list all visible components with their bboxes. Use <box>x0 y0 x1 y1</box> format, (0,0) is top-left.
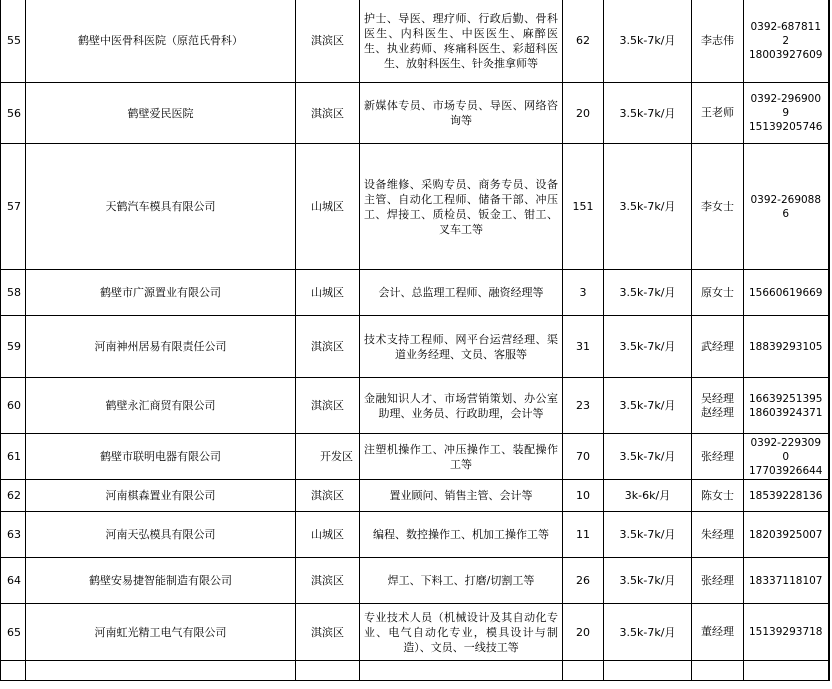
phone-number: 15139205746 <box>749 121 823 133</box>
positions-cell: 技术支持工程师、网平台运营经理、渠道业务经理、文员、客服等 <box>360 316 563 378</box>
phone-number: 15660619669 <box>749 286 823 299</box>
phone-number: 0392-2690886 <box>750 193 822 220</box>
contact-person: 董经理 <box>701 625 734 638</box>
contact-person: 李志伟 <box>701 33 734 47</box>
positions-cell: 会计、总监理工程师、融资经理等 <box>360 270 563 316</box>
salary-cell: 3.5k-7k/月 <box>604 270 692 316</box>
table-body <box>1 0 829 681</box>
contact-person-cell <box>692 558 744 604</box>
headcount-cell: 10 <box>563 480 604 512</box>
district-cell: 淇滨区 <box>296 0 360 83</box>
company-cell: 河南棋森置业有限公司 <box>26 480 296 512</box>
table-row <box>1 316 829 378</box>
phone-number: 0392-2293090 <box>750 436 822 463</box>
contact-person: 赵经理 <box>701 405 734 419</box>
contact-person-cell <box>692 604 744 661</box>
contact-person: 吴经理 <box>701 391 734 405</box>
salary-cell: 3.5k-7k/月 <box>604 558 692 604</box>
row-number-cell: 55 <box>1 0 26 83</box>
empty-cell <box>26 661 296 681</box>
salary-cell: 3.5k-7k/月 <box>604 316 692 378</box>
row-number-cell: 58 <box>1 270 26 316</box>
table-row <box>1 0 829 83</box>
headcount-cell: 20 <box>563 83 604 144</box>
empty-cell <box>1 661 26 681</box>
row-number-cell: 63 <box>1 512 26 558</box>
positions-cell: 设备维修、采购专员、商务专员、设备主管、自动化工程师、储备干部、冲压工、焊接工、质检员、钣金工、钳工、叉车工等 <box>360 144 563 270</box>
empty-cell <box>604 661 692 681</box>
headcount-cell: 20 <box>563 604 604 661</box>
headcount-cell: 70 <box>563 434 604 480</box>
district-cell: 开发区 <box>296 434 360 480</box>
phone-number: 18603924371 <box>749 406 823 419</box>
phone-number: 0392-2969009 <box>750 93 822 119</box>
district-cell: 淇滨区 <box>296 316 360 378</box>
company-cell: 河南神州居易有限责任公司 <box>26 316 296 378</box>
table-row <box>1 604 829 661</box>
row-number-cell: 62 <box>1 480 26 512</box>
headcount-cell: 11 <box>563 512 604 558</box>
salary-cell: 3.5k-7k/月 <box>604 144 692 270</box>
district-cell: 淇滨区 <box>296 604 360 661</box>
table-row <box>1 434 829 480</box>
row-number-cell: 56 <box>1 83 26 144</box>
contact-person-cell <box>692 378 744 434</box>
salary-cell: 3k-6k/月 <box>604 480 692 512</box>
contact-person: 陈女士 <box>701 488 734 502</box>
phone-cell <box>744 558 829 604</box>
empty-cell <box>296 661 360 681</box>
phone-cell <box>744 270 829 316</box>
phone-number: 16639251395 <box>749 392 823 405</box>
phone-number: 18203925007 <box>749 528 823 541</box>
contact-person: 原女士 <box>701 285 734 299</box>
phone-number: 18337118107 <box>749 574 823 587</box>
phone-number: 18003927609 <box>749 48 823 61</box>
district-cell: 淇滨区 <box>296 480 360 512</box>
district-cell: 山城区 <box>296 512 360 558</box>
company-cell: 鹤壁永汇商贸有限公司 <box>26 378 296 434</box>
table-row <box>1 144 829 270</box>
district-cell: 淇滨区 <box>296 83 360 144</box>
contact-person-cell <box>692 480 744 512</box>
phone-number: 15139293718 <box>749 626 823 638</box>
positions-cell: 编程、数控操作工、机加工操作工等 <box>360 512 563 558</box>
table-row <box>1 480 829 512</box>
contact-person-cell <box>692 270 744 316</box>
row-number-cell: 59 <box>1 316 26 378</box>
contact-person: 李女士 <box>701 199 734 213</box>
table-row <box>1 512 829 558</box>
phone-cell <box>744 83 829 144</box>
empty-cell <box>563 661 604 681</box>
contact-person-cell <box>692 83 744 144</box>
phone-cell <box>744 316 829 378</box>
phone-cell <box>744 378 829 434</box>
row-number-cell: 65 <box>1 604 26 661</box>
positions-cell: 注塑机操作工、冲压操作工、装配操作工等 <box>360 434 563 480</box>
company-cell: 天鹤汽车模具有限公司 <box>26 144 296 270</box>
headcount-cell: 23 <box>563 378 604 434</box>
phone-number: 17703926644 <box>749 464 823 477</box>
positions-cell: 护士、导医、理疗师、行政后勤、骨科医生、内科医生、中医医生、麻醉医生、执业药师、疼痛科医生、彩超科医生、放射科医生、针灸推拿师等 <box>360 0 563 83</box>
positions-cell: 焊工、下料工、打磨/切割工等 <box>360 558 563 604</box>
table-row <box>1 378 829 434</box>
positions-cell: 置业顾问、销售主管、会计等 <box>360 480 563 512</box>
phone-cell <box>744 144 829 270</box>
contact-person: 王老师 <box>701 106 734 119</box>
contact-person-cell <box>692 316 744 378</box>
headcount-cell: 62 <box>563 0 604 83</box>
contact-person-cell <box>692 434 744 480</box>
phone-cell <box>744 434 829 480</box>
headcount-cell: 26 <box>563 558 604 604</box>
contact-person: 朱经理 <box>701 527 734 541</box>
table-row-partial <box>1 661 829 681</box>
company-cell: 鹤壁安易捷智能制造有限公司 <box>26 558 296 604</box>
district-cell: 淇滨区 <box>296 378 360 434</box>
table-row <box>1 558 829 604</box>
salary-cell: 3.5k-7k/月 <box>604 434 692 480</box>
company-cell: 河南天弘模具有限公司 <box>26 512 296 558</box>
row-number-cell: 60 <box>1 378 26 434</box>
salary-cell: 3.5k-7k/月 <box>604 83 692 144</box>
row-number-cell: 57 <box>1 144 26 270</box>
phone-cell <box>744 0 829 83</box>
phone-number: 18539228136 <box>749 489 823 502</box>
contact-person: 张经理 <box>701 573 734 587</box>
headcount-cell: 31 <box>563 316 604 378</box>
company-cell: 鹤壁市广源置业有限公司 <box>26 270 296 316</box>
phone-cell <box>744 604 829 661</box>
headcount-cell: 3 <box>563 270 604 316</box>
salary-cell: 3.5k-7k/月 <box>604 0 692 83</box>
headcount-cell: 151 <box>563 144 604 270</box>
contact-person-cell <box>692 512 744 558</box>
district-cell: 淇滨区 <box>296 558 360 604</box>
phone-number: 18839293105 <box>749 340 823 353</box>
row-number-cell: 61 <box>1 434 26 480</box>
contact-person: 武经理 <box>701 339 734 353</box>
table-row <box>1 83 829 144</box>
positions-cell: 金融知识人才、市场营销策划、办公室助理、业务员、行政助理，会计等 <box>360 378 563 434</box>
company-cell: 鹤壁爱民医院 <box>26 83 296 144</box>
contact-person-cell <box>692 0 744 83</box>
empty-cell <box>360 661 563 681</box>
phone-number: 0392-6878112 <box>750 20 822 47</box>
salary-cell: 3.5k-7k/月 <box>604 512 692 558</box>
row-number-cell: 64 <box>1 558 26 604</box>
company-cell: 鹤壁中医骨科医院（原范氏骨科） <box>26 0 296 83</box>
phone-cell <box>744 480 829 512</box>
company-cell: 河南虹光精工电气有限公司 <box>26 604 296 661</box>
salary-cell: 3.5k-7k/月 <box>604 378 692 434</box>
table-row <box>1 270 829 316</box>
positions-cell: 专业技术人员（机械设计及其自动化专业、电气自动化专业，模具设计与制造）、文员、一线技工等 <box>360 604 563 661</box>
phone-cell <box>744 512 829 558</box>
district-cell: 山城区 <box>296 144 360 270</box>
contact-person: 张经理 <box>701 449 734 463</box>
empty-cell <box>692 661 744 681</box>
salary-cell: 3.5k-7k/月 <box>604 604 692 661</box>
contact-person-cell <box>692 144 744 270</box>
company-cell: 鹤壁市联明电器有限公司 <box>26 434 296 480</box>
empty-cell <box>744 661 829 681</box>
positions-cell: 新媒体专员、市场专员、导医、网络咨询等 <box>360 83 563 144</box>
district-cell: 山城区 <box>296 270 360 316</box>
